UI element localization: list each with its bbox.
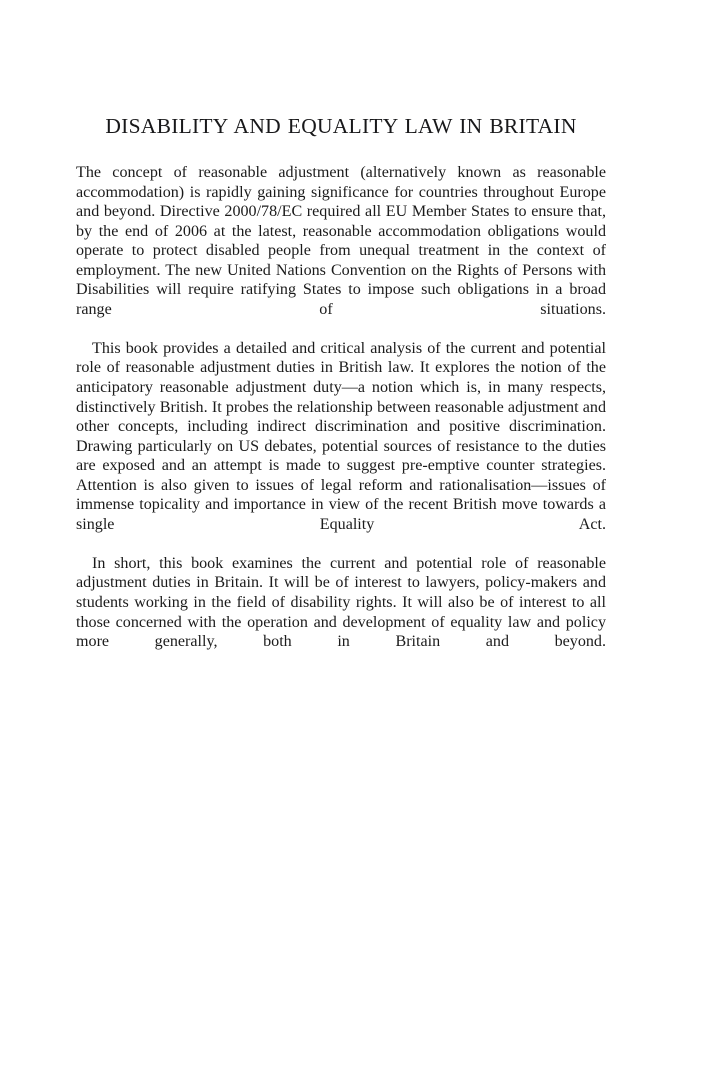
- blurb-paragraph-2: This book provides a detailed and critical analysis of the current and potential role of reasonable adjustment duties in British law. It explores the notion of the anticipatory reasonable adjustment duty—a notion which is, in many respects, distinctively British. It probes the relationship between reasonable adjustment and other concepts, including indirect discrimination and positive discrimination. Drawing particularly on US debates, potential sources of resistance to the duties are exposed and an attempt is made to suggest pre-emptive counter strategies. Attention is also given to issues of legal reform and rationalisation—issues of immense topicality and importance in view of the recent British move towards a single Equality Act.: [76, 339, 606, 533]
- blurb-paragraph-1: The concept of reasonable adjustment (alternatively known as reasonable accommodation) is rapidly gaining significance for countries throughout Europe and beyond. Directive 2000/78/EC required all EU Member States to ensure that, by the end of 2006 at the latest, reasonable accommodation obligations would operate to protect disabled people from unequal treatment in the context of employment. The new United Nations Convention on the Rights of Persons with Disabilities will require ratifying States to impose such obligations in a broad range of situations.: [76, 164, 606, 318]
- page-title: DISABILITY AND EQUALITY LAW IN BRITAIN: [105, 114, 577, 138]
- blurb-paragraph-3: In short, this book examines the current and potential role of reasonable adjustment duties in Britain. It will be of interest to lawyers, policy-makers and students working in the field of disability rights. It will also be of interest to all those concerned with the operation and development of equality law and policy more generally, both in Britain and beyond.: [76, 554, 606, 651]
- text-block: [76, 112, 606, 671]
